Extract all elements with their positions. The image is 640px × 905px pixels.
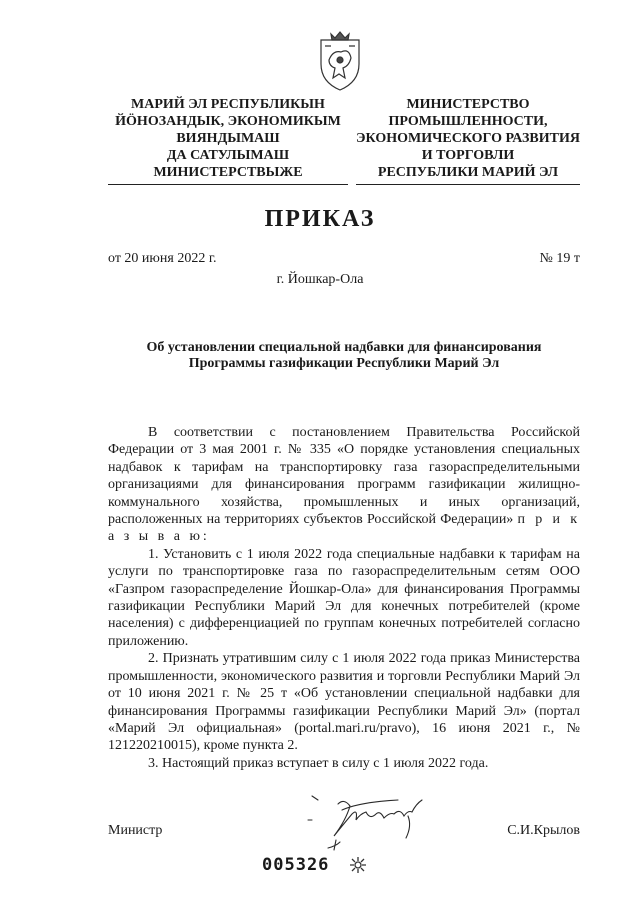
coat-of-arms-icon (315, 30, 365, 92)
header-right-line: МИНИСТЕРСТВО (406, 97, 530, 112)
header-left-line: ЙÖНОЗАНДЫК, ЭКОНОМИКЫМ (115, 114, 341, 129)
signatory-role: Министр (108, 823, 163, 838)
preamble-paragraph (108, 424, 580, 546)
document-subject (108, 340, 580, 372)
document-date: от 20 июня 2022 г. (108, 251, 217, 266)
ministry-name-mari (108, 96, 348, 185)
registration-number: 005326 (262, 855, 330, 875)
preamble-text: В соответствии с постановлением Правительства Российской Федерации от 3 мая 2001 г. № 335 «О порядке установления специальных надбавок к тарифам на транспортировку газа газораспределительными организациями для финансирования программ газификации жилищно-коммунального хозяйства, промышленных и иных организаций, расположенных на территориях субъектов Российской Федерации» (108, 425, 580, 528)
header-right-line: ЭКОНОМИЧЕСКОГО РАЗВИТИЯ (356, 131, 580, 146)
document-city: г. Йошкар-Ола (276, 272, 364, 287)
document-title: ПРИКАЗ (264, 206, 376, 232)
order-item-2: 2. Признать утратившим силу с 1 июля 2022 года приказ Министерства промышленности, экономического развития и торговли Республики Марий Эл от 10 июня 2021 г. № 25 т «Об установлении специальной надбавки для финансирования Программы газификации Республики Марий Эл» (портал «Марий Эл официальная» (portal.mari.ru/pravo), 16 июня 2021 г., № 121220210015), кроме пункта 2. (108, 651, 580, 754)
header-left-line: МИНИСТЕРСТВЫЖЕ (153, 165, 303, 180)
header-left-line: ДА САТУЛЫМАШ (166, 148, 290, 163)
subject-line: Об установлении специальной надбавки для финансирования (146, 340, 542, 355)
document-body (108, 424, 580, 772)
header-right-line: РЕСПУБЛИКИ МАРИЙ ЭЛ (377, 165, 559, 180)
header-left-line: МАРИЙ ЭЛ РЕСПУБЛИКЫН (131, 97, 325, 112)
header-right-line: И ТОРГОВЛИ (421, 148, 515, 163)
order-item-1: 1. Установить с 1 июля 2022 года специальные надбавки к тарифам на услуги по транспортировке газа по газораспределительным сетям ООО «Газпром газораспределение Йошкар-Ола» для финансирования Программы газификации Республики Марий Эл для конечных потребителей (кроме населения) с дифференциацией по группам конечных потребителей согласно приложению. (108, 546, 580, 649)
subject-line: Программы газификации Республики Марий Эл (188, 356, 500, 371)
ministry-name-russian (356, 96, 580, 185)
star-mark-icon (348, 855, 368, 875)
order-item-3: 3. Настоящий приказ вступает в силу с 1 июля 2022 года. (148, 755, 489, 771)
header-left-line: ВИЯНДЫМАШ (176, 131, 280, 146)
signatory-name: С.И.Крылов (507, 823, 580, 838)
header-right-line: ПРОМЫШЛЕННОСТИ, (388, 114, 548, 129)
handwritten-signature (300, 790, 450, 860)
document-number: № 19 т (539, 251, 580, 266)
order-word: п р и к а з ы в а ю: (108, 512, 580, 545)
